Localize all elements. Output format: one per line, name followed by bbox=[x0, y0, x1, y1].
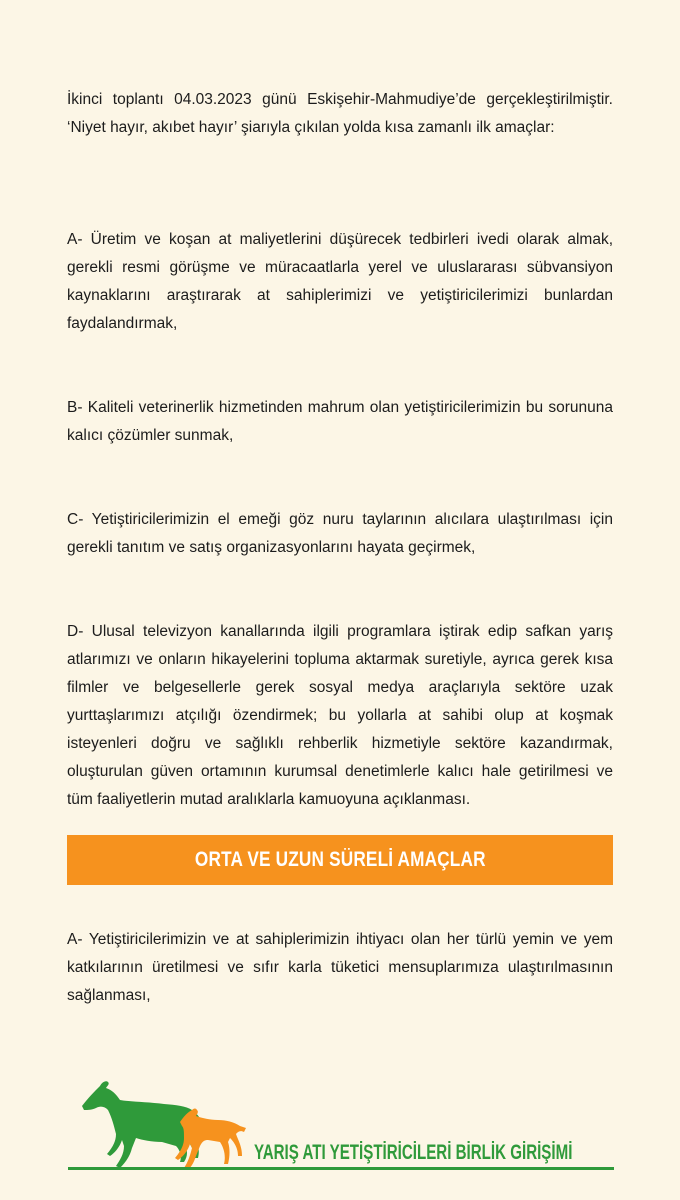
footer-divider bbox=[68, 1167, 614, 1170]
brand-name: YARIŞ ATI YETİŞTİRİCİLERİ BİRLİK GİRİŞİMİ bbox=[254, 1141, 573, 1164]
section-heading: ORTA VE UZUN SÜRELİ AMAÇLAR bbox=[194, 848, 486, 871]
spacer bbox=[67, 170, 613, 226]
goal-c-paragraph: C- Yetiştiricilerimizin el emeği göz nuru taylarının alıcılara ulaştırılması için gerekli tanıtım ve satış organizasyonlarını hayata geçirmek, bbox=[67, 511, 613, 556]
short-term-goals-section bbox=[67, 86, 613, 814]
spacer bbox=[67, 450, 613, 506]
long-goal-a-paragraph: A- Yetiştiricilerimizin ve at sahiplerimizin ihtiyacı olan her türlü yemin ve yem katkılarının üretilmesi ve sıfır karla tüketici mensuplarımıza ulaştırılmasının sağlanması, bbox=[67, 931, 613, 1004]
goal-d-paragraph: D- Ulusal televizyon kanallarında ilgili programlara iştirak edip safkan yarış atlarımızı ve onların hikayelerini topluma aktarmak suretiyle, ayrıca gerek kısa filmler ve belgesellerle gerek sosyal medya araçlarıyla sektöre uzak yurttaşlarımızı atçılığı özendirmek; bu yollarla at sahibi olup at koşmak isteyenleri doğru ve sağlıklı rehberlik hizmetiyle sektöre kazandırmak, oluşturulan güven ortamının kurumsal denetimlerle kalıcı hale getirilmesi ve tüm faaliyetlerin mutad aralıklarla kamuoyuna açıklanması. bbox=[67, 623, 613, 808]
spacer bbox=[67, 338, 613, 394]
goal-b-paragraph: B- Kaliteli veterinerlik hizmetinden mahrum olan yetiştiricilerimizin bu sorununa kalıcı çözümler sunmak, bbox=[67, 399, 613, 444]
horse-mare-and-foal-icon bbox=[80, 1076, 250, 1172]
section-heading-bar bbox=[67, 835, 613, 885]
long-term-goals-section bbox=[67, 926, 613, 1010]
goal-a-paragraph: A- Üretim ve koşan at maliyetlerini düşürecek tedbirleri ivedi olarak almak, gerekli resmi görüşme ve müracaatlarla yerel ve uluslararası sübvansiyon kaynaklarını araştırarak at sahiplerimizi ve yetiştiricilerimizi bunlardan faydalandırmak, bbox=[67, 231, 613, 332]
spacer bbox=[67, 562, 613, 618]
intro-paragraph: İkinci toplantı 04.03.2023 günü Eskişehir-Mahmudiye’de gerçekleştirilmiştir. ‘Niyet hayır, akıbet hayır’ şiarıyla çıkılan yolda kısa zamanlı ilk amaçlar: bbox=[67, 91, 613, 136]
